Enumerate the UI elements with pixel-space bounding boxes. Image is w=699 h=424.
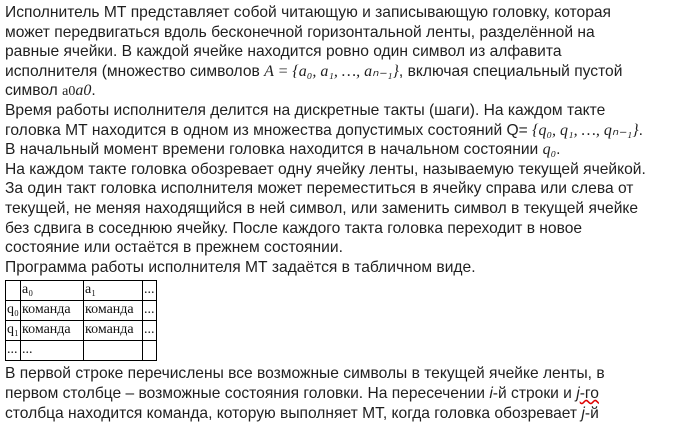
p5-line2 [5, 384, 695, 404]
table-cell: ... [143, 301, 157, 321]
table-cell: ... [143, 321, 157, 341]
table-cell: q₁ [6, 321, 21, 341]
p1-line3: равные ячейки. В каждой ячейке находится ровно один символ из алфавита [5, 43, 562, 61]
initial-state: q₀ [542, 141, 557, 159]
p4-line1: Программа работы исполнителя МТ задаётся в табличном виде. [5, 258, 476, 276]
p5-line2-go: -го [579, 384, 599, 402]
table-cell: ... [143, 281, 157, 301]
p2-line2-tail: . [638, 121, 643, 139]
p1-line4-tail: , включая специальный пустой [398, 62, 623, 80]
table-cell [84, 341, 143, 361]
p2-line3 [5, 140, 695, 160]
var-j: j [576, 384, 580, 402]
table-cell: a₀ [21, 281, 84, 301]
table-cell: a₁ [84, 281, 143, 301]
table-row [6, 341, 157, 361]
p2-line3-text: В начальный момент времени головка находится в начальном состоянии [5, 141, 543, 159]
table-cell: ... [21, 341, 84, 361]
p5-line1: В первой строке перечислены все возможные символы в текущей ячейке ленты, в [5, 365, 605, 383]
table-cell: команда [21, 321, 84, 341]
p1-line4 [5, 62, 695, 82]
command-table [5, 280, 157, 361]
p5-line2-text: первом столбце – возможные состояния головки. На пересечении [5, 384, 485, 402]
p5-line3-text: столбца находится команда, которую выполняет МТ, когда головка обозревает [5, 404, 578, 422]
p2-line2 [5, 121, 695, 141]
p1-line1: Исполнитель МТ представляет собой читающую и записывающую головку, которая [5, 4, 611, 21]
empty-symbol: a0 [62, 84, 76, 100]
table-cell [143, 341, 157, 361]
p3-line3: текущей, не меняя находящийся в ней символ, или заменить символ в текущей ячейке [5, 199, 639, 217]
table-cell: команда [84, 301, 143, 321]
document-body [5, 3, 695, 423]
var-i: i [489, 384, 493, 402]
table-row [6, 301, 157, 321]
p3-line5: состояние или остаётся в прежнем состоянии. [5, 239, 343, 257]
table-cell: q₀ [6, 301, 21, 321]
p1-line2: может передвигаться вдоль бесконечной горизонтальной ленты, разделённой на [5, 23, 595, 41]
states-formula: {q₀, q₁, …, qₙ₋₁} [532, 121, 639, 139]
table-cell: команда [84, 321, 143, 341]
empty-symbol-math: a0 [75, 82, 92, 100]
table-cell: команда [21, 301, 84, 321]
p1-line5-text: символ [5, 82, 63, 100]
p1-line4-text: исполнителя (множество символов [5, 62, 265, 80]
p1-line5 [5, 81, 695, 101]
p2-line1: Время работы исполнителя делится на дискретные такты (шаги). На каждом такте [5, 101, 606, 119]
table-cell [6, 281, 21, 301]
p3-line1: На каждом такте головка обозревает одну ячейку ленты, называемую текущей ячейкой. [5, 160, 646, 178]
p3-line4: без сдвига в соседнюю ячейку. После каждого такта головка переходит в новое [5, 219, 583, 237]
table-row [6, 321, 157, 341]
p5-line3-tail: -й [584, 404, 599, 422]
p2-line3-tail: . [556, 141, 561, 159]
p5-line3 [5, 404, 695, 424]
p2-line2-text: головка МТ находится в одном из множества допустимых состояний Q= [5, 121, 533, 139]
table-header-row [6, 281, 157, 301]
alphabet-formula: A = {a₀, a₁, …, aₙ₋₁} [264, 62, 399, 80]
p3-line2: За один такт головка исполнителя может переместиться в ячейку справа или слева от [5, 180, 634, 198]
p5-line2-mid: -й строки и [492, 384, 572, 402]
p1-line5-tail: . [91, 82, 96, 100]
table-cell: ... [6, 341, 21, 361]
var-j-2: j [581, 404, 585, 422]
